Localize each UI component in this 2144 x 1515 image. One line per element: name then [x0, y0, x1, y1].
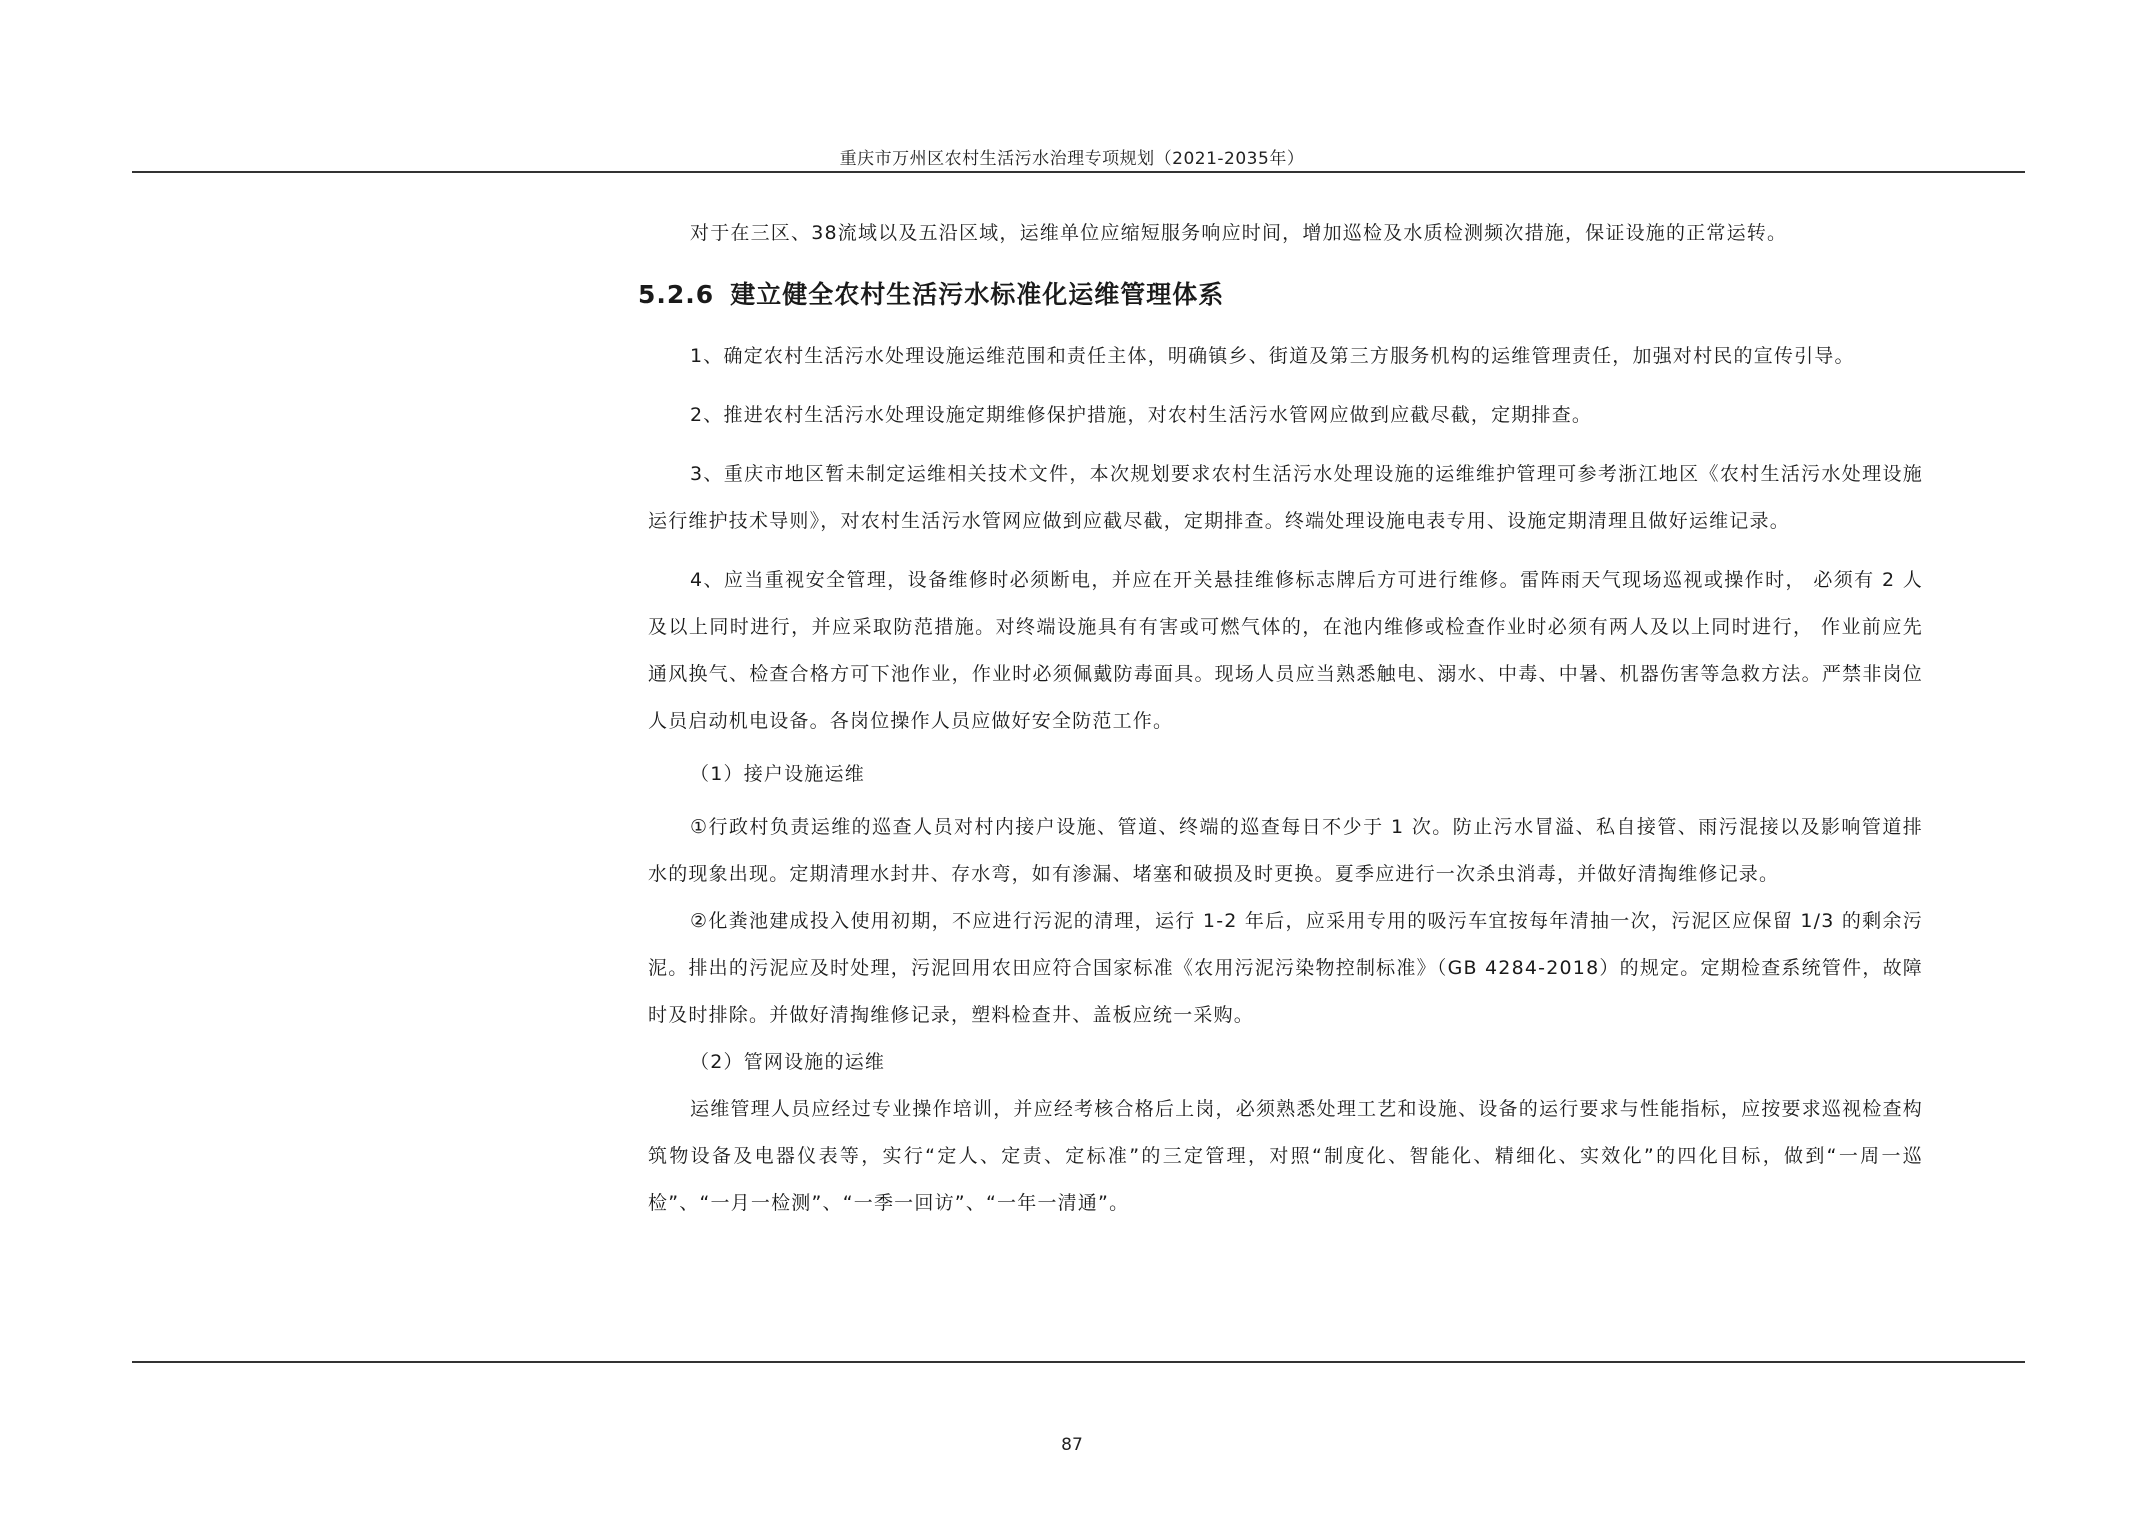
list-item-3: 3、重庆市地区暂未制定运维相关技术文件，本次规划要求农村生活污水处理设施的运维维护管理可参考浙江地区《农村生活污水处理设施运行维护技术导则》，对农村生活污水管网应做到应截尽截，定期排查。终端处理设施电表专用、设施定期清理且做好运维记录。 [648, 463, 1923, 532]
subsection-2-title: （2）管网设施的运维 [690, 1051, 886, 1073]
subsection-1-paragraph-1: ①行政村负责运维的巡查人员对村内接户设施、管道、终端的巡查每日不少于 1 次。防止污水冒溢、私自接管、雨污混接以及影响管道排水的现象出现。定期清理水封井、存水弯，如有渗漏、堵塞和破损及时更换。夏季应进行一次杀虫消毒，并做好清掏维修记录。 [648, 816, 1923, 885]
subsection-2-paragraph-1: 运维管理人员应经过专业操作培训，并应经考核合格后上岗，必须熟悉处理工艺和设施、设备的运行要求与性能指标，应按要求巡视检查构筑物设备及电器仪表等，实行“定人、定责、定标准”的三定管理，对照“制度化、智能化、精细化、实效化”的四化目标，做到“一周一巡检”、“一月一检测”、“一季一回访”、“一年一清通”。 [648, 1098, 1923, 1214]
footer-rule [132, 1361, 2025, 1363]
list-item-1: 1、确定农村生活污水处理设施运维范围和责任主体，明确镇乡、街道及第三方服务机构的运维管理责任，加强对村民的宣传引导。 [690, 345, 1855, 367]
list-item-2: 2、推进农村生活污水处理设施定期维修保护措施，对农村生活污水管网应做到应截尽截，定期排查。 [690, 404, 1593, 426]
document-body [638, 210, 1923, 1227]
section-title: 建立健全农村生活污水标准化运维管理体系 [730, 280, 1225, 309]
subsection-1-paragraph-2: ②化粪池建成投入使用初期，不应进行污泥的清理，运行 1-2 年后，应采用专用的吸污车宜按每年清抽一次，污泥区应保留 1/3 的剩余污泥。排出的污泥应及时处理，污泥回用农田应符合国家标准《农用污泥污染物控制标准》（GB 4284-2018）的规定。定期检查系统管件，故障时及时排除。并做好清掏维修记录，塑料检查井、盖板应统一采购。 [648, 910, 1923, 1026]
page-number: 87 [1061, 1435, 1083, 1455]
header-rule [132, 171, 2025, 173]
section-heading [638, 275, 1923, 311]
intro-paragraph: 对于在三区、38流域以及五沿区域，运维单位应缩短服务响应时间，增加巡检及水质检测频次措施，保证设施的正常运转。 [690, 222, 1788, 244]
subsection-1-title: （1）接户设施运维 [690, 763, 865, 785]
section-number: 5.2.6 [638, 280, 715, 309]
running-header: 重庆市万州区农村生活污水治理专项规划（2021-2035年） [839, 149, 1305, 169]
list-item-4: 4、应当重视安全管理，设备维修时必须断电，并应在开关悬挂维修标志牌后方可进行维修。雷阵雨天气现场巡视或操作时， 必须有 2 人及以上同时进行，并应采取防范措施。对终端设施具有有害或可燃气体的，在池内维修或检查作业时必须有两人及以上同时进行， 作业前应先通风换气、检查合格方可下池作业，作业时必须佩戴防毒面具。现场人员应当熟悉触电、溺水、中毒、中暑、机器伤害等急救方法。严禁非岗位人员启动机电设备。各岗位操作人员应做好安全防范工作。 [648, 569, 1923, 732]
